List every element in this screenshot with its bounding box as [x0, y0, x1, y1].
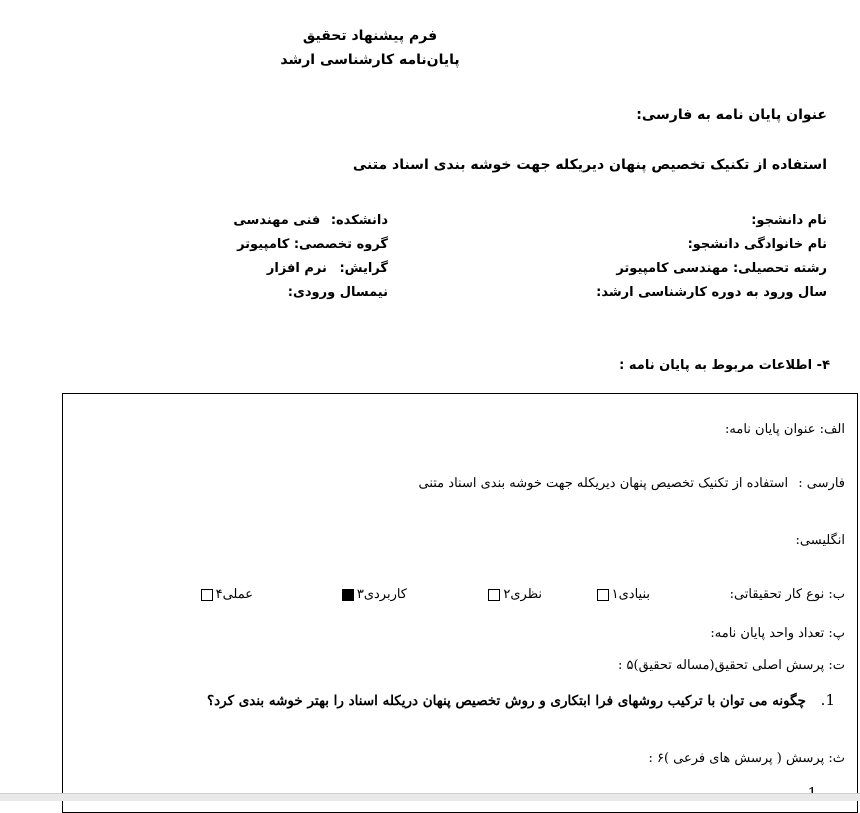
- english-label: انگلیسی:: [795, 533, 845, 548]
- orientation-label: گرایش:: [339, 261, 388, 276]
- type-option-2[interactable]: [485, 587, 542, 602]
- student-family-label: نام خانوادگی دانشجو:: [687, 237, 827, 252]
- sub-questions-label: ث: پرسش ( پرسش های فرعی )۶ :: [648, 751, 845, 766]
- thesis-title-label: عنوان پایان نامه به فارسی:: [636, 107, 827, 123]
- type-option-4-label: عملی۴: [215, 587, 253, 602]
- main-question-number: 1.: [820, 691, 835, 709]
- entry-year-label: سال ورود به دوره کارشناسی ارشد:: [596, 285, 827, 300]
- type-option-1-label: بنیادی۱: [611, 587, 650, 602]
- main-question-label: ت: پرسش اصلی تحقیق(مساله تحقیق)۵ :: [618, 658, 845, 673]
- orientation-value: نرم افزار: [266, 261, 327, 276]
- form-subtitle: پایان‌نامه کارشناسی ارشد: [280, 52, 460, 68]
- type-option-1[interactable]: [594, 587, 650, 602]
- farsi-value: استفاده از تکنیک تخصیص پنهان دیریکله جهت خوشه بندی اسناد متنی: [418, 476, 789, 491]
- section4-heading: ۴- اطلاعات مربوط به پایان نامه :: [619, 358, 830, 373]
- thesis-info-box: [62, 393, 858, 813]
- semester-label: نیمسال ورودی:: [287, 285, 388, 300]
- orientation-row: [267, 261, 388, 276]
- main-question-text: چگونه می توان با ترکیب روشهای فرا ابتکاری و روش تخصیص پنهان دریکله اسناد را بهتر خوشه بندی کرد؟: [206, 693, 806, 709]
- checkbox-4[interactable]: [201, 589, 213, 601]
- type-option-3-label: کاربردی۳: [356, 587, 407, 602]
- main-question-item: [207, 691, 835, 709]
- checkbox-3-checked[interactable]: [342, 589, 354, 601]
- farsi-title-row: [419, 476, 846, 491]
- checkbox-1[interactable]: [597, 589, 609, 601]
- student-field-label: رشته تحصیلی: مهندسی کامپیوتر: [616, 261, 827, 276]
- group-label: گروه تخصصی: کامپیوتر: [237, 237, 388, 252]
- student-name-label: نام دانشجو:: [751, 213, 827, 228]
- type-option-4[interactable]: [198, 587, 253, 602]
- faculty-label: دانشکده:: [330, 213, 388, 228]
- research-type-label: ب: نوع کار تحقیقاتی:: [729, 587, 845, 602]
- type-option-2-label: نظری۲: [503, 587, 542, 602]
- checkbox-2[interactable]: [488, 589, 500, 601]
- form-title: فرم پیشنهاد تحقیق: [302, 28, 438, 44]
- units-label: پ: تعداد واحد پایان نامه:: [710, 626, 845, 641]
- alef-label: الف: عنوان پایان نامه:: [725, 422, 845, 437]
- thesis-title-value: استفاده از تکنیک تخصیص پنهان دیریکله جهت خوشه بندی اسناد متنی: [352, 157, 827, 173]
- faculty-row: [233, 213, 388, 228]
- faculty-value: فنی مهندسی: [233, 213, 321, 228]
- farsi-label: فارسی :: [798, 476, 845, 491]
- type-option-3[interactable]: [339, 587, 407, 602]
